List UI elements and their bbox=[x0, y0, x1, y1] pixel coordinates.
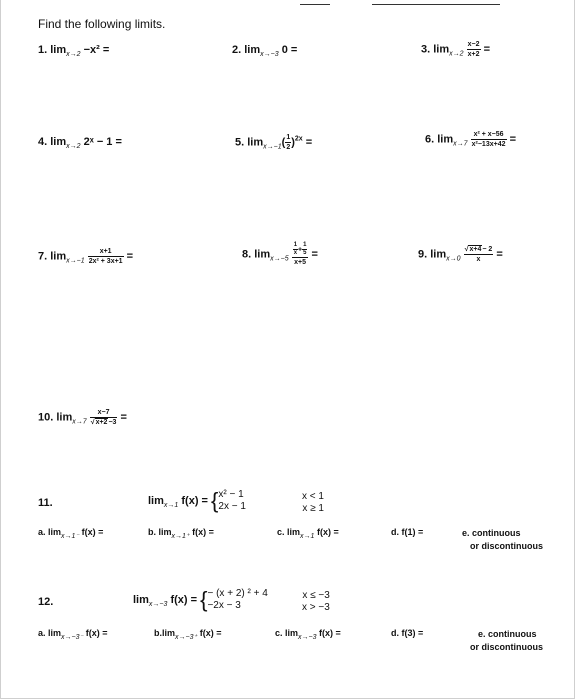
fraction: $\frac{x+1}{\text{2x² + 3x+1}}$ bbox=[88, 248, 123, 265]
instructions-title: Find the following limits. bbox=[38, 17, 166, 31]
problem-12e: e. continuous or discontinuous bbox=[470, 629, 543, 652]
problem-9: 9. $\lim_{x\to 0}$ $\frac{√x+4- 2}{x}$ = bbox=[418, 246, 503, 263]
problem-12-conditions: x ≤ −3 x > −3 bbox=[302, 590, 330, 613]
problem-12a: a. $\lim_{x\to-3^-} f(x)$ = bbox=[38, 628, 108, 641]
problem-7: 7. $\lim_{x\to-1}$ $\frac{x+1}{\text{2x² + 3x+1}}$ = bbox=[38, 248, 134, 265]
problem-12c: c. $\lim_{x\to-3} f(x)$ = bbox=[275, 628, 341, 641]
problem-6: 6. $\lim_{x\to 7}$ $\frac{\text{x² + x−56}}{\text{x²−13x+42}}$ = bbox=[425, 131, 516, 148]
problem-11-conditions: x < 1 x ≥ 1 bbox=[302, 491, 324, 514]
problem-12b: $b.\lim_{x\to-3^+}$ f(x) = bbox=[154, 628, 222, 641]
fraction: $\frac{x-7}{√x+2-3}$ bbox=[90, 409, 117, 426]
problem-10: 10. $\lim_{x\to 7}$ $\frac{x-7}{√x+2-3}$ = bbox=[38, 409, 127, 426]
problem-5: 5. $\lim_{x\to-1}$( $\frac{1}{2}$ )$^{2x}$ = bbox=[235, 134, 313, 151]
problem-4: 4. $\lim_{x\to 2}$ 2ˣ − 1 = bbox=[38, 136, 122, 150]
problem-11-piecewise: $\lim_{x\to 1} f(x) = \{x^2 - 1$ 2x − 1 bbox=[148, 488, 246, 513]
problem-11d: d. f(1) = bbox=[391, 527, 424, 537]
problem-11b: b. $\lim_{x\to 1^+} f(x)$ = bbox=[148, 527, 214, 540]
problem-12-piecewise: $\lim_{x\to-3} f(x)$ = {− (x + 2) ² + 4 −2x − 3 bbox=[133, 587, 268, 612]
problem-11a: a. $\lim_{x\to 1^-} f(x)$ = bbox=[38, 527, 104, 540]
problem-12d: d. f(3) = bbox=[391, 628, 424, 638]
problem-3: 3. $\lim_{x\to 2}$ $\frac{x-2}{x+2}$ = bbox=[421, 41, 490, 58]
complex-fraction: $\frac{1}{x}$ + $\frac{1}{5}$ x+5 bbox=[293, 242, 307, 266]
fraction: $\frac{√x+4- 2}{x}$ bbox=[464, 246, 493, 263]
fraction: $\frac{x-2}{x+2}$ bbox=[467, 41, 480, 58]
problem-12-number: 12. bbox=[38, 596, 54, 608]
name-line-right bbox=[372, 4, 500, 5]
fraction: $\frac{\text{x² + x−56}}{\text{x²−13x+42}}$ bbox=[471, 131, 506, 148]
fraction: $\frac{1}{2}$ bbox=[286, 134, 291, 151]
name-line-left bbox=[300, 4, 330, 5]
problem-8: 8. $\lim_{x\to-5}$ $\frac{1}{x}$ + $\frac{1}{5}$ x+5 = bbox=[242, 242, 318, 266]
problem-11e: e. continuous or discontinuous bbox=[462, 528, 543, 551]
problem-11c: c. $\lim_{x\to 1} f(x)$ = bbox=[277, 527, 339, 540]
problem-11-number: 11. bbox=[38, 497, 53, 509]
problem-1: 1. $\lim_{x\to 2} -x^2$ = bbox=[38, 44, 110, 58]
problem-2: 2. $\lim_{x\to-3} 0$ = bbox=[232, 44, 298, 58]
